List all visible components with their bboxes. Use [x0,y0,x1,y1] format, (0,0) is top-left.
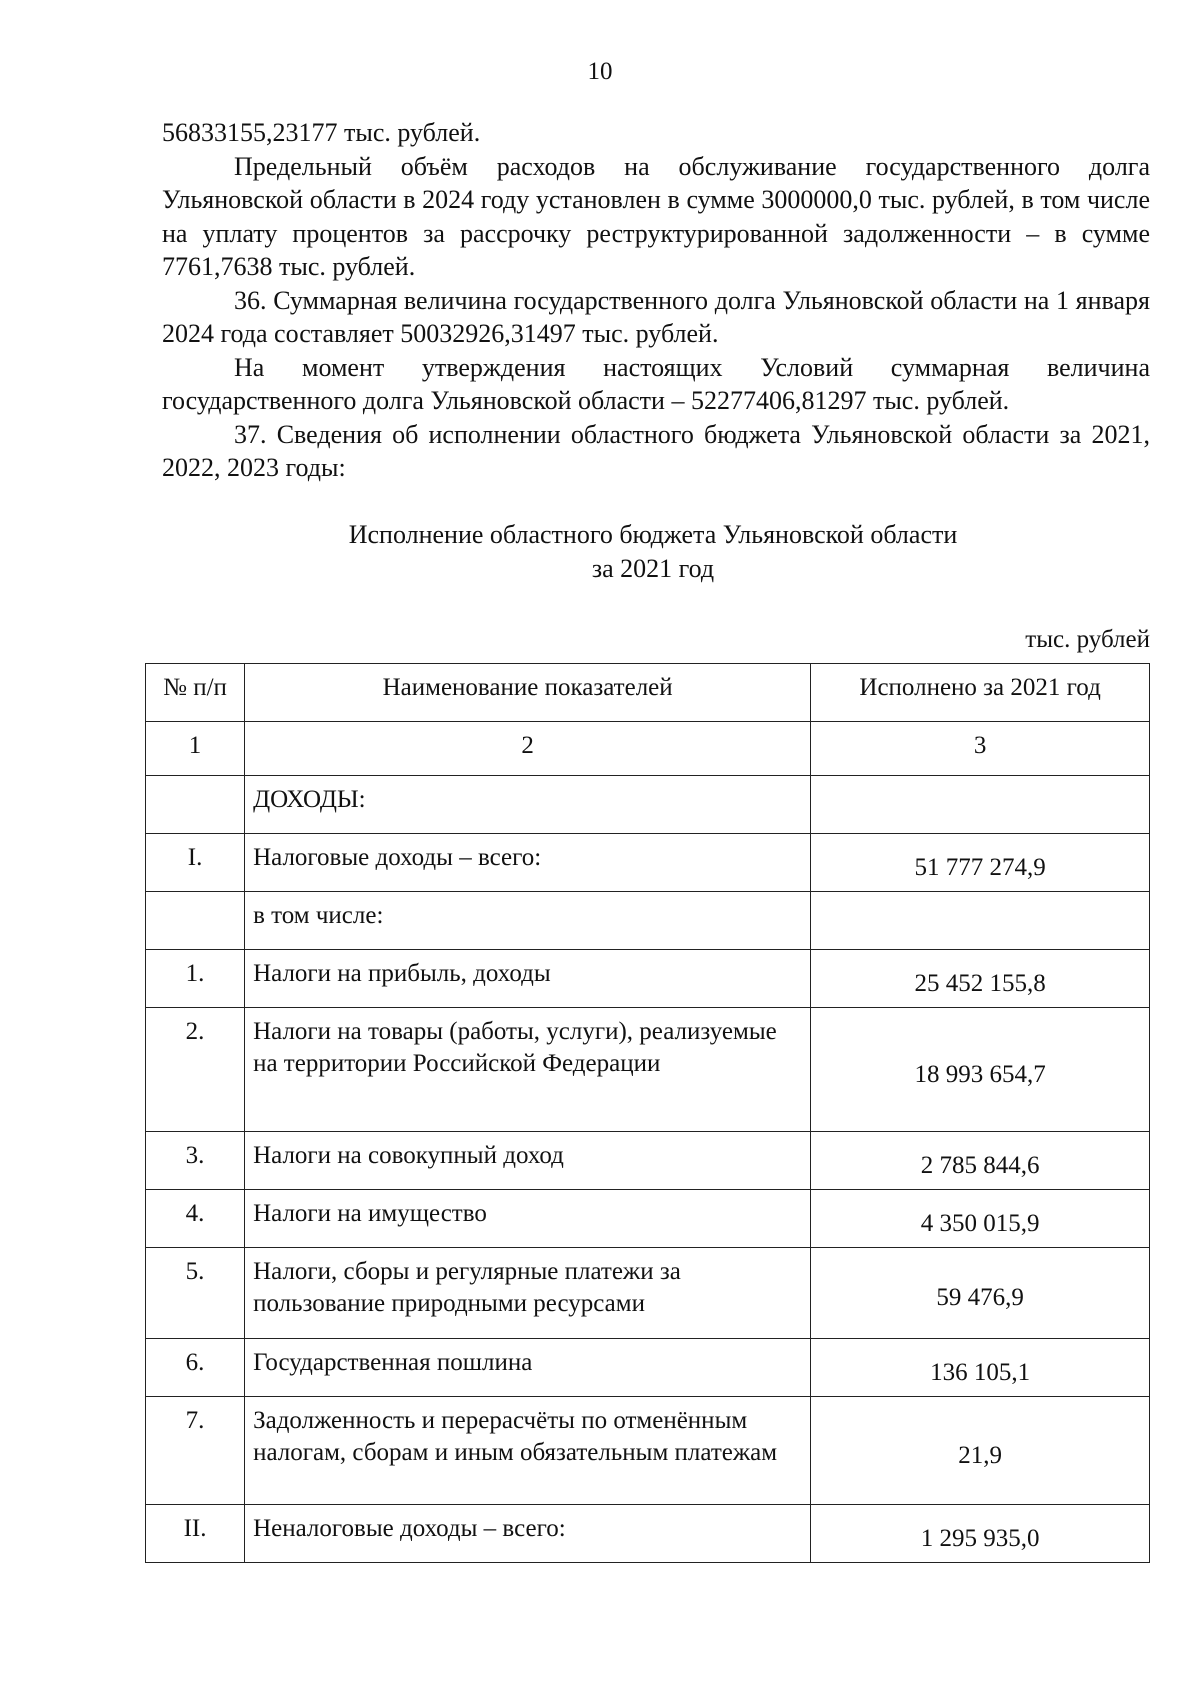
column-number-row [146,722,1150,776]
row-number: I. [146,834,245,892]
table-row [146,1008,1150,1132]
table-row [146,1190,1150,1248]
row-number: 4. [146,1190,245,1248]
header-cell-value: Исполнено за 2021 год [811,664,1150,722]
table-row [146,1248,1150,1339]
row-value: 2 785 844,6 [811,1132,1150,1190]
table-row [146,834,1150,892]
row-value: 25 452 155,8 [811,950,1150,1008]
table-row [146,950,1150,1008]
row-name: Налоги на имущество [245,1190,811,1248]
row-name: Налоги на совокупный доход [245,1132,811,1190]
column-number-cell: 3 [811,722,1150,776]
row-value: 4 350 015,9 [811,1190,1150,1248]
paragraph: 36. Суммарная величина государственного долга Ульяновской области на 1 января 2024 года составляет 50032926,31497 тыс. рублей. [162,285,1150,348]
row-name: Государственная пошлина [245,1339,811,1397]
row-name: Задолженность и перерасчёты по отменённым налогам, сборам и иным обязательным платежам [245,1397,811,1505]
row-value [811,892,1150,950]
row-name: Налоги на товары (работы, услуги), реализуемые на территории Российской Федерации [245,1008,811,1132]
row-number: 7. [146,1397,245,1505]
paragraph: 37. Сведения об исполнении областного бюджета Ульяновской области за 2021, 2022, 2023 годы: [162,419,1150,482]
header-cell-name: Наименование показателей [245,664,811,722]
row-number: 2. [146,1008,245,1132]
row-number: 1. [146,950,245,1008]
row-value: 59 476,9 [811,1248,1150,1339]
row-number: II. [146,1505,245,1563]
column-number-cell: 2 [245,722,811,776]
body-text [162,116,1150,485]
row-name: ДОХОДЫ: [245,776,811,834]
table-title-line: Исполнение областного бюджета Ульяновской области [348,520,958,549]
row-value: 51 777 274,9 [811,834,1150,892]
table-title-line: за 2021 год [591,554,715,583]
row-value [811,776,1150,834]
table-row [146,1505,1150,1563]
header-cell-number: № п/п [146,664,245,722]
table-row [146,892,1150,950]
row-name: Налоги на прибыль, доходы [245,950,811,1008]
row-number: 3. [146,1132,245,1190]
paragraph: На момент утверждения настоящих Условий суммарная величина государственного долга Ульяновской области – 52277406,81297 тыс. рублей. [162,352,1150,415]
row-value: 18 993 654,7 [811,1008,1150,1132]
budget-table [145,663,1150,1563]
table-title [0,518,1200,586]
row-name: Налоговые доходы – всего: [245,834,811,892]
table-row [146,1132,1150,1190]
row-number [146,892,245,950]
row-value: 21,9 [811,1397,1150,1505]
paragraph: 56833155,23177 тыс. рублей. [162,118,481,147]
table-row [146,776,1150,834]
column-number-cell: 1 [146,722,245,776]
row-name: в том числе: [245,892,811,950]
table-row [146,1339,1150,1397]
table-row [146,1397,1150,1505]
table-header-row [146,664,1150,722]
paragraph: Предельный объём расходов на обслуживание государственного долга Ульяновской области в 2024 году установлен в сумме 3000000,0 тыс. рублей, в том числе на уплату процентов за рассрочку реструктурированной задолженности – в сумме 7761,7638 тыс. рублей. [162,151,1150,281]
page-number: 10 [587,58,613,85]
units-label: тыс. рублей [1025,626,1150,653]
row-value: 1 295 935,0 [811,1505,1150,1563]
row-number: 6. [146,1339,245,1397]
row-number [146,776,245,834]
row-number: 5. [146,1248,245,1339]
row-name: Налоги, сборы и регулярные платежи за пользование природными ресурсами [245,1248,811,1339]
row-name: Неналоговые доходы – всего: [245,1505,811,1563]
row-value: 136 105,1 [811,1339,1150,1397]
